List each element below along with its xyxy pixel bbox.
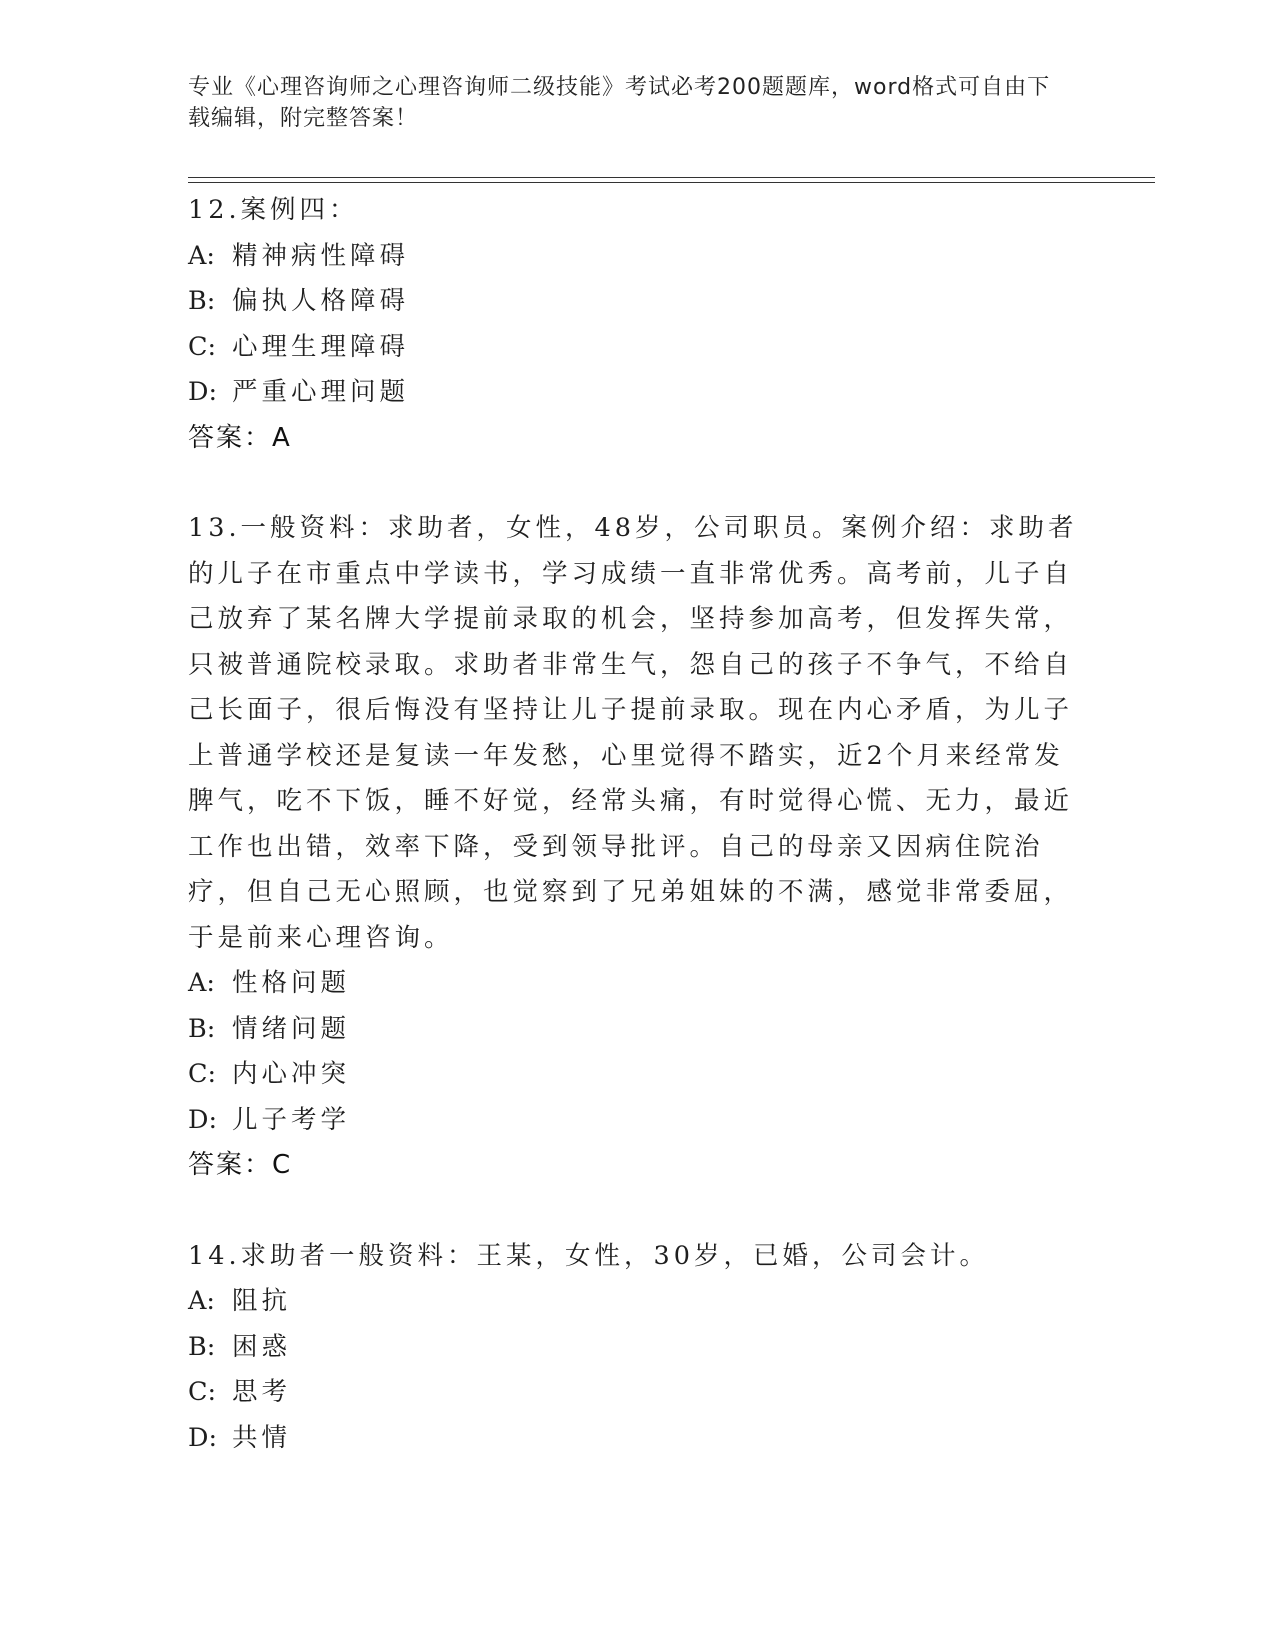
option-key: B: <box>188 286 216 316</box>
option-c <box>188 1370 1088 1416</box>
option-c <box>188 1052 1088 1098</box>
option-d <box>188 1416 1088 1462</box>
question-12 <box>188 188 1088 461</box>
question-13 <box>188 506 1088 1189</box>
option-key: C: <box>188 1059 217 1089</box>
option-key: C: <box>188 1377 217 1407</box>
header-divider-top <box>188 177 1155 178</box>
option-a <box>188 234 1088 280</box>
option-d <box>188 370 1088 416</box>
option-key: D: <box>188 1104 218 1135</box>
option-key: D: <box>188 377 218 407</box>
option-key: A: <box>188 968 216 998</box>
option-text: 偏执人格障碍 <box>232 286 410 316</box>
question-list <box>188 188 1088 1461</box>
spacer <box>188 1189 1088 1234</box>
option-text: 内心冲突 <box>232 1059 351 1089</box>
option-text: 心理生理障碍 <box>232 331 410 362</box>
option-text: 严重心理问题 <box>232 377 410 407</box>
answer-line: 答案：C <box>188 1150 293 1180</box>
option-text: 儿子考学 <box>232 1104 351 1135</box>
question-stem: 14.求助者一般资料：王某，女性，30岁，已婚，公司会计。 <box>188 1240 990 1271</box>
option-key: B: <box>188 1013 216 1044</box>
option-key: A: <box>188 1286 216 1316</box>
option-text: 精神病性障碍 <box>232 240 410 271</box>
option-key: B: <box>188 1331 216 1362</box>
option-c <box>188 325 1088 371</box>
option-text: 情绪问题 <box>232 1013 351 1044</box>
question-14 <box>188 1234 1088 1462</box>
option-text: 困惑 <box>232 1331 292 1362</box>
option-a <box>188 1279 1088 1325</box>
option-b <box>188 1007 1088 1053</box>
question-stem: 12.案例四： <box>188 195 359 225</box>
header-divider-bottom <box>188 182 1155 183</box>
option-key: A: <box>188 240 216 271</box>
option-a <box>188 961 1088 1007</box>
spacer <box>188 461 1088 506</box>
option-b <box>188 279 1088 325</box>
option-text: 思考 <box>232 1377 292 1407</box>
option-key: C: <box>188 331 217 362</box>
option-text: 共情 <box>232 1422 292 1453</box>
question-stem: 13.一般资料：求助者，女性，48岁，公司职员。案例介绍：求助者的儿子在市重点中学读书，学习成绩一直非常优秀。高考前，儿子自己放弃了某名牌大学提前录取的机会，坚持参加高考，但发挥失常，只被普通院校录取。求助者非常生气，怨自己的孩子不争气，不给自己长面子，很后悔没有坚持让儿子提前录取。现在内心矛盾，为儿子上普通学校还是复读一年发愁，心里觉得不踏实，近2个月来经常发脾气，吃不下饭，睡不好觉，经常头痛，有时觉得心慌、无力，最近工作也出错，效率下降，受到领导批评。自己的母亲又因病住院治疗，但自己无心照顾，也觉察到了兄弟姐妹的不满，感觉非常委屈，于是前来心理咨询。 <box>188 513 1078 953</box>
option-key: D: <box>188 1422 218 1453</box>
option-text: 性格问题 <box>232 968 351 998</box>
option-d <box>188 1098 1088 1144</box>
option-text: 阻抗 <box>232 1286 292 1316</box>
document-intro: 专业《心理咨询师之心理咨询师二级技能》考试必考200题题库，word格式可自由下载编辑，附完整答案！ <box>188 75 1051 131</box>
option-b <box>188 1325 1088 1371</box>
answer-line: 答案：A <box>188 422 292 453</box>
